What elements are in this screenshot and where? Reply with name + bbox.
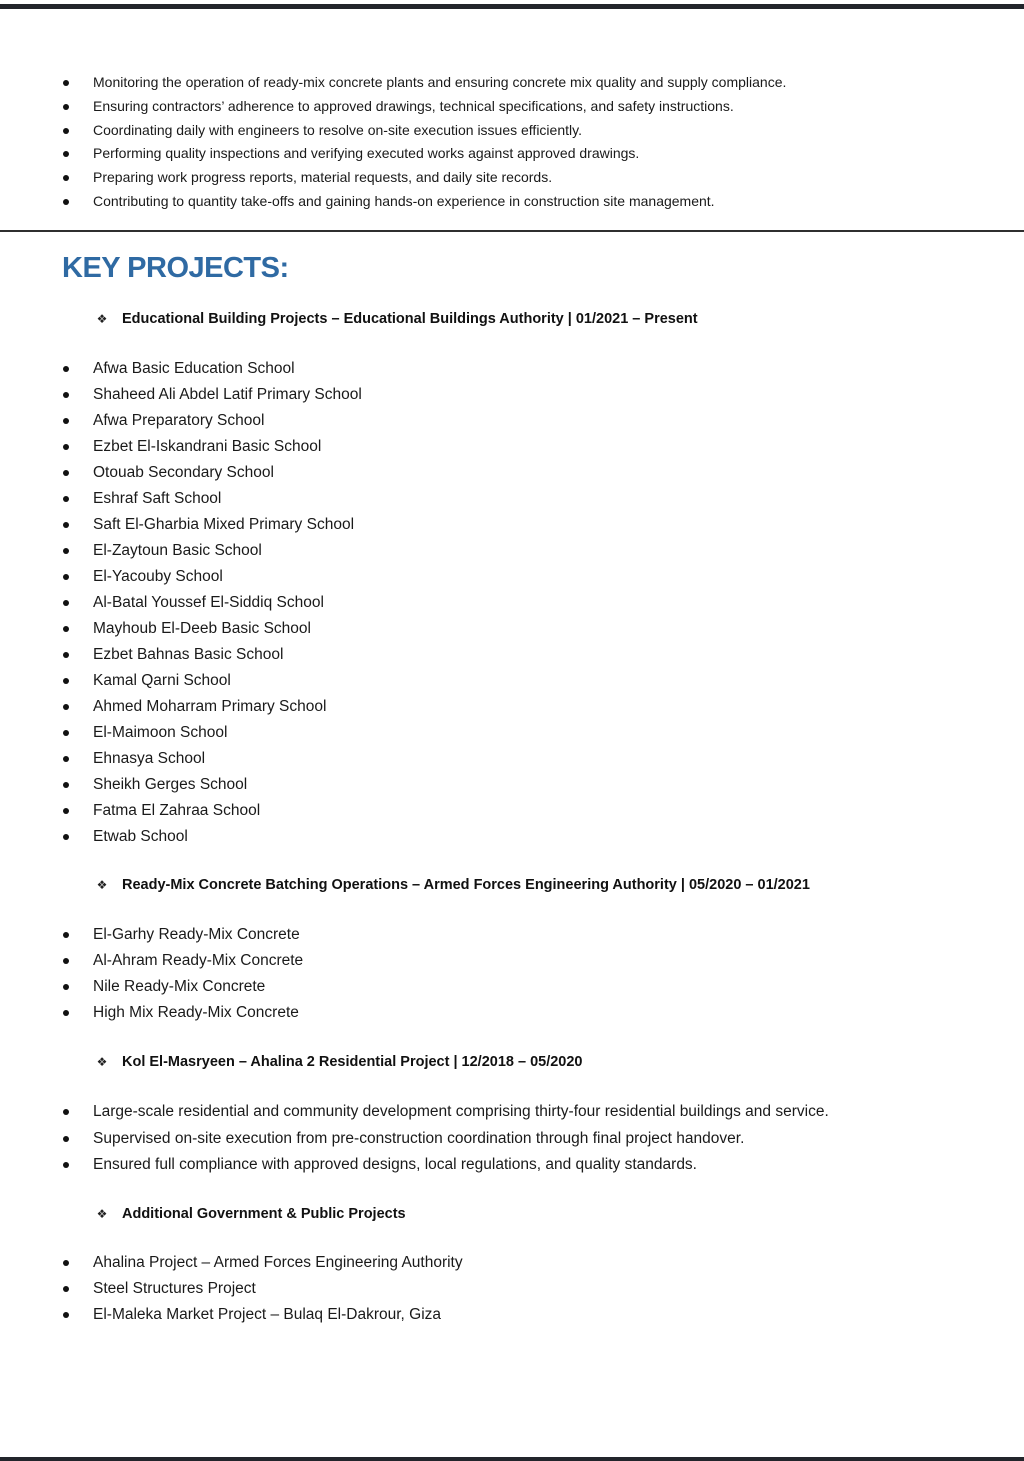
list-item: El-Yacouby School <box>0 564 362 590</box>
bullet-icon <box>63 782 69 788</box>
bullet-icon <box>63 574 69 580</box>
bullet-icon <box>63 704 69 710</box>
list-item: Ezbet El-Iskandrani Basic School <box>0 434 362 460</box>
bullet-icon <box>63 366 69 372</box>
list-item: Afwa Preparatory School <box>0 408 362 434</box>
section-divider <box>0 230 1024 232</box>
bullet-icon <box>63 808 69 814</box>
list-item: Performing quality inspections and verifying executed works against approved drawings. <box>0 142 786 166</box>
bullet-icon <box>63 1010 69 1016</box>
list-item: Nile Ready-Mix Concrete <box>0 974 303 1000</box>
list-item: El-Maleka Market Project – Bulaq El-Dakrour, Giza <box>0 1302 463 1328</box>
project-list-educational <box>0 356 362 850</box>
list-item: Steel Structures Project <box>0 1276 463 1302</box>
bullet-icon <box>63 128 69 134</box>
list-item: Etwab School <box>0 824 362 850</box>
diamond-bullet-icon: ❖ <box>96 312 108 326</box>
list-item: El-Garhy Ready-Mix Concrete <box>0 922 303 948</box>
list-item: Eshraf Saft School <box>0 486 362 512</box>
bullet-icon <box>63 199 69 205</box>
responsibilities-list <box>0 71 786 214</box>
list-item: Ezbet Bahnas Basic School <box>0 642 362 668</box>
bullet-icon <box>63 1109 69 1115</box>
diamond-bullet-icon: ❖ <box>96 1055 108 1069</box>
list-item: Ahmed Moharram Primary School <box>0 694 362 720</box>
bullet-icon <box>63 444 69 450</box>
bullet-icon <box>63 932 69 938</box>
list-item: Afwa Basic Education School <box>0 356 362 382</box>
project-heading-kol-el-masryeen: ❖ Kol El-Masryeen – Ahalina 2 Residential Project | 12/2018 – 05/2020 <box>96 1054 583 1070</box>
bullet-icon <box>63 392 69 398</box>
list-item: Fatma El Zahraa School <box>0 798 362 824</box>
project-heading-additional: ❖ Additional Government & Public Projects <box>96 1206 406 1222</box>
bullet-icon <box>63 1286 69 1292</box>
bullet-icon <box>63 1162 69 1168</box>
bullet-icon <box>63 958 69 964</box>
bullet-icon <box>63 470 69 476</box>
list-item: Shaheed Ali Abdel Latif Primary School <box>0 382 362 408</box>
project-list-kol-el-masryeen <box>0 1099 829 1179</box>
bullet-icon <box>63 1136 69 1142</box>
list-item: Supervised on-site execution from pre-construction coordination through final project handover. <box>0 1126 829 1153</box>
diamond-bullet-icon: ❖ <box>96 878 108 892</box>
bullet-icon <box>63 984 69 990</box>
bullet-icon <box>63 418 69 424</box>
list-item: Kamal Qarni School <box>0 668 362 694</box>
list-item: Ehnasya School <box>0 746 362 772</box>
bullet-icon <box>63 104 69 110</box>
bullet-icon <box>63 1312 69 1318</box>
list-item: High Mix Ready-Mix Concrete <box>0 1000 303 1026</box>
list-item: Otouab Secondary School <box>0 460 362 486</box>
page-bottom-border <box>0 1457 1024 1461</box>
list-item: Sheikh Gerges School <box>0 772 362 798</box>
list-item: Ensured full compliance with approved designs, local regulations, and quality standards. <box>0 1152 829 1179</box>
page-top-border <box>0 4 1024 9</box>
list-item: Ensuring contractors’ adherence to approved drawings, technical specifications, and safety instructions. <box>0 95 786 119</box>
list-item: Contributing to quantity take-offs and gaining hands-on experience in construction site management. <box>0 190 786 214</box>
project-heading-educational: ❖ Educational Building Projects – Educational Buildings Authority | 01/2021 – Present <box>96 311 698 327</box>
list-item: Saft El-Gharbia Mixed Primary School <box>0 512 362 538</box>
bullet-icon <box>63 175 69 181</box>
list-item: Mayhoub El-Deeb Basic School <box>0 616 362 642</box>
list-item: Preparing work progress reports, material requests, and daily site records. <box>0 166 786 190</box>
list-item: El-Zaytoun Basic School <box>0 538 362 564</box>
list-item: Al-Ahram Ready-Mix Concrete <box>0 948 303 974</box>
section-title-key-projects: KEY PROJECTS: <box>62 252 289 284</box>
project-list-additional <box>0 1250 463 1328</box>
bullet-icon <box>63 548 69 554</box>
project-list-ready-mix <box>0 922 303 1026</box>
bullet-icon <box>63 1260 69 1266</box>
bullet-icon <box>63 626 69 632</box>
list-item: Large-scale residential and community development comprising thirty-four residential buildings and service. <box>0 1099 829 1126</box>
list-item: Ahalina Project – Armed Forces Engineering Authority <box>0 1250 463 1276</box>
bullet-icon <box>63 496 69 502</box>
bullet-icon <box>63 600 69 606</box>
bullet-icon <box>63 522 69 528</box>
bullet-icon <box>63 652 69 658</box>
bullet-icon <box>63 834 69 840</box>
bullet-icon <box>63 756 69 762</box>
list-item: El-Maimoon School <box>0 720 362 746</box>
bullet-icon <box>63 80 69 86</box>
bullet-icon <box>63 151 69 157</box>
list-item: Monitoring the operation of ready-mix concrete plants and ensuring concrete mix quality and supply compliance. <box>0 71 786 95</box>
list-item: Al-Batal Youssef El-Siddiq School <box>0 590 362 616</box>
list-item: Coordinating daily with engineers to resolve on-site execution issues efficiently. <box>0 119 786 143</box>
bullet-icon <box>63 730 69 736</box>
diamond-bullet-icon: ❖ <box>96 1207 108 1221</box>
bullet-icon <box>63 678 69 684</box>
project-heading-ready-mix: ❖ Ready-Mix Concrete Batching Operations – Armed Forces Engineering Authority | 05/2020 – 01/2021 <box>96 877 810 893</box>
